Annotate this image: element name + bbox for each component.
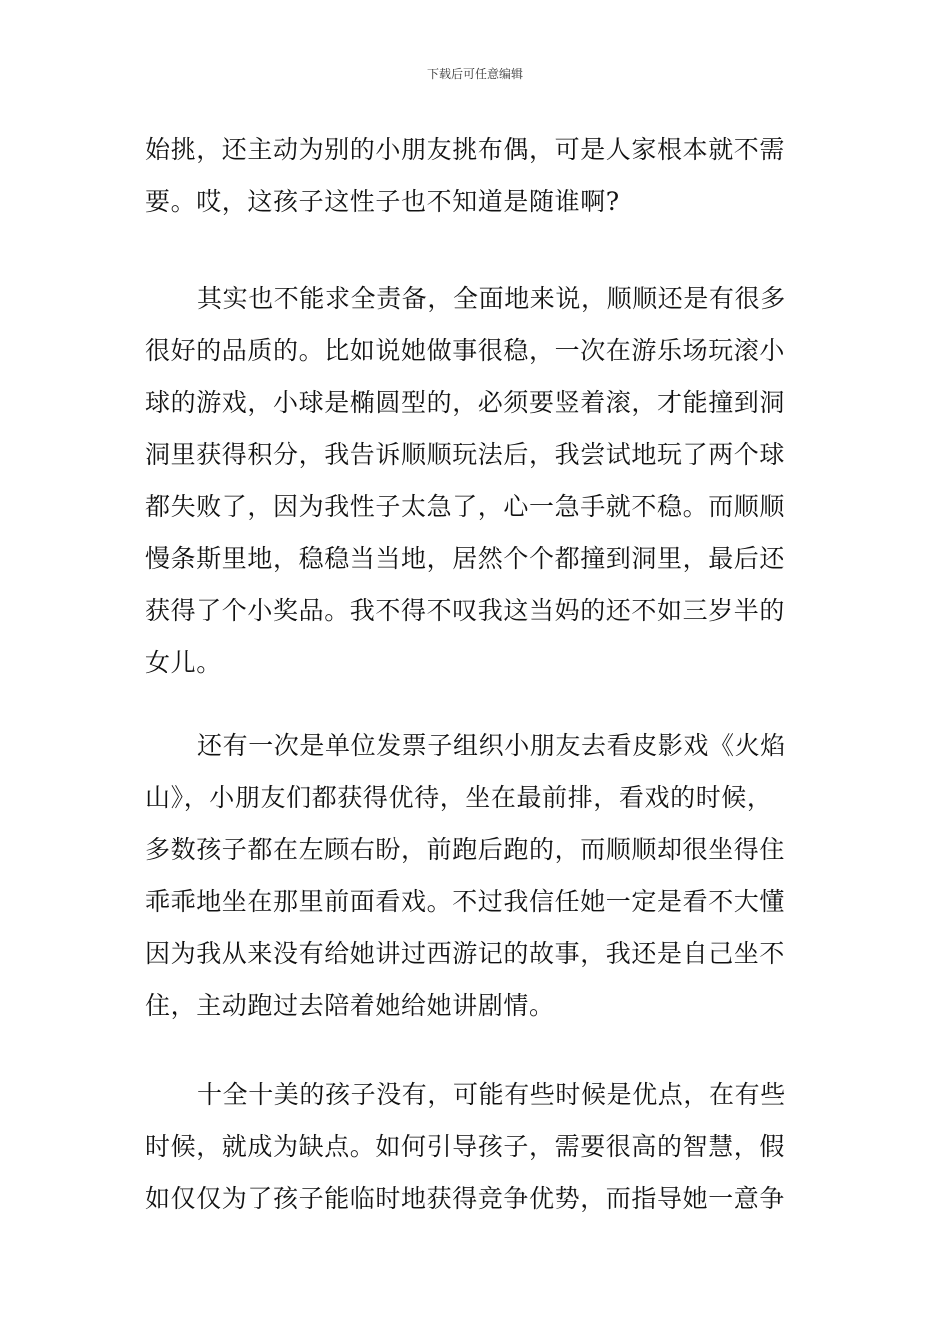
paragraph-1-line-2: 要。哎，这孩子这性子也不知道是随谁啊? <box>145 187 620 216</box>
paragraph-2-line-4: 洞里获得积分，我告诉顺顺玩法后，我尝试地玩了两个球 <box>145 440 786 469</box>
paragraph-2-line-2: 很好的品质的。比如说她做事很稳，一次在游乐场玩滚小 <box>145 336 786 365</box>
page-header: 下载后可任意编辑 <box>426 67 523 81</box>
paragraph-2-line-7: 获得了个小奖品。我不得不叹我这当妈的还不如三岁半的 <box>145 596 786 625</box>
paragraph-2-line-1: 其实也不能求全责备，全面地来说，顺顺还是有很多 <box>197 284 786 313</box>
paragraph-2-line-5: 都失败了，因为我性子太急了，心一急手就不稳。而顺顺 <box>145 492 786 521</box>
paragraph-3-line-6: 住，主动跑过去陪着她给她讲剧情。 <box>145 991 555 1020</box>
paragraph-4-line-2: 时候，就成为缺点。如何引导孩子，需要很高的智慧，假 <box>145 1132 786 1161</box>
paragraph-3-line-5: 因为我从来没有给她讲过西游记的故事，我还是自己坐不 <box>145 939 786 968</box>
paragraph-3-line-3: 多数孩子都在左顾右盼，前跑后跑的，而顺顺却很坐得住 <box>145 835 786 864</box>
paragraph-2-line-3: 球的游戏，小球是椭圆型的，必须要竖着滚，才能撞到洞 <box>145 388 786 417</box>
paragraph-4-line-3: 如仅仅为了孩子能临时地获得竞争优势，而指导她一意争 <box>145 1184 786 1213</box>
paragraph-2-line-8: 女儿。 <box>145 648 222 677</box>
paragraph-2-line-6: 慢条斯里地，稳稳当当地，居然个个都撞到洞里，最后还 <box>145 544 786 573</box>
paragraph-3-line-4: 乖乖地坐在那里前面看戏。不过我信任她一定是看不大懂 <box>145 887 786 916</box>
paragraph-1-line-1: 始挑，还主动为别的小朋友挑布偶，可是人家根本就不需 <box>145 135 786 164</box>
paragraph-3-line-1: 还有一次是单位发票子组织小朋友去看皮影戏《火焰 <box>197 731 786 760</box>
paragraph-4-line-1: 十全十美的孩子没有，可能有些时候是优点，在有些 <box>197 1080 786 1109</box>
paragraph-3-line-2: 山》，小朋友们都获得优待，坐在最前排，看戏的时候， <box>145 783 773 812</box>
